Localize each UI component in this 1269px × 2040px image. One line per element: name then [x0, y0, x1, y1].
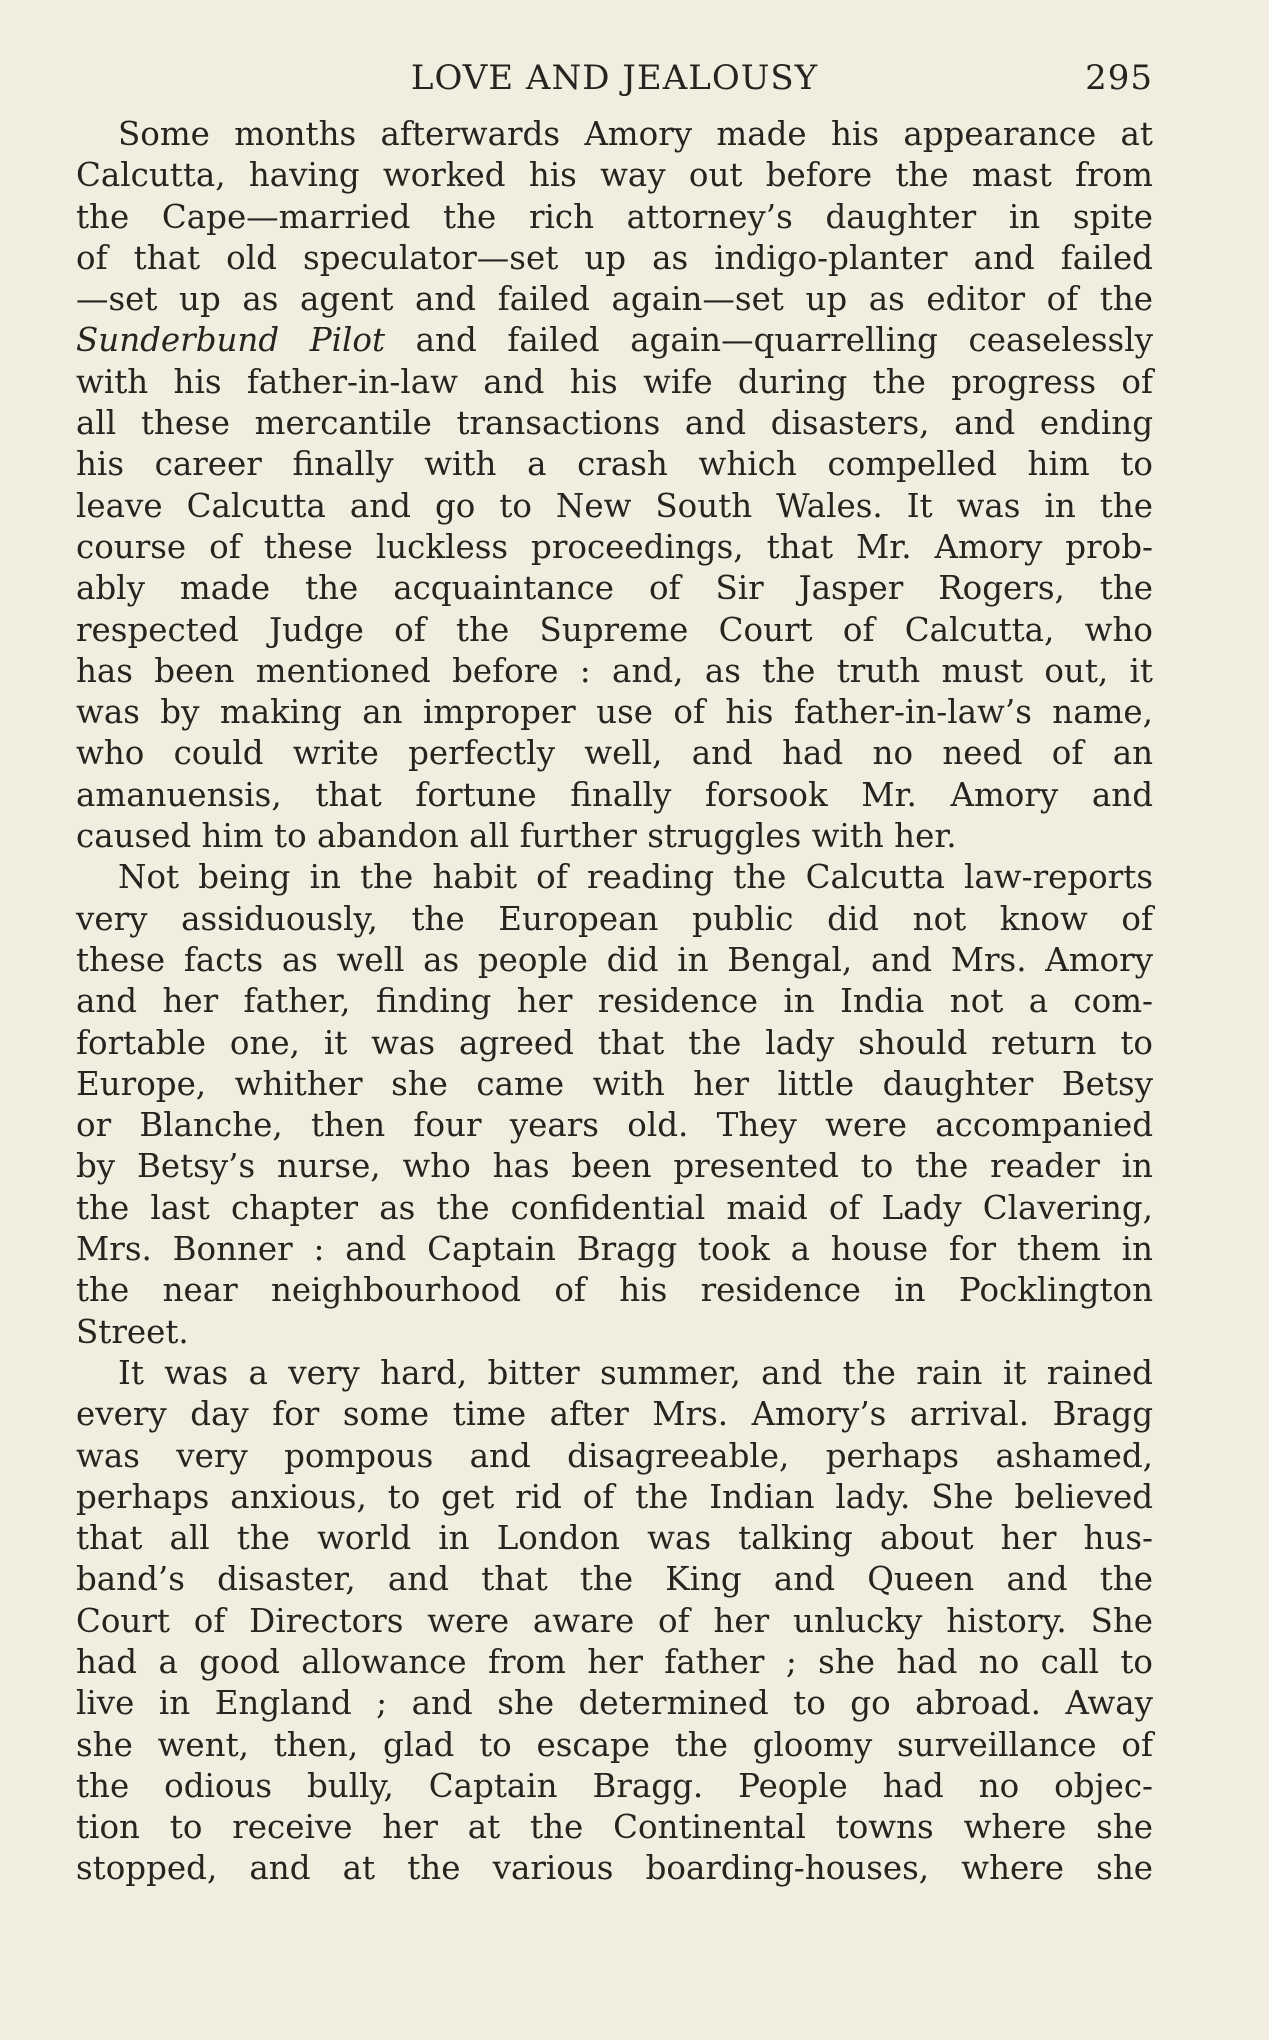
text-line: had a good allowance from her father ; she had no call to	[76, 1642, 1153, 1681]
text-line: Court of Directors were aware of her unlucky history. She	[76, 1601, 1153, 1640]
text-line: was very pompous and disagreeable, perhaps ashamed,	[76, 1436, 1153, 1475]
text-line: leave Calcutta and go to New South Wales. It was in the	[76, 486, 1153, 525]
text-line-with-italic-title	[76, 320, 1153, 361]
text-line: all these mercantile transactions and disasters, and ending	[76, 404, 1153, 443]
text-line: respected Judge of the Supreme Court of Calcutta, who	[76, 610, 1153, 649]
text-line: It was a very hard, bitter summer, and the rain it rained	[118, 1353, 1153, 1392]
text-line: the last chapter as the confidential maid of Lady Clavering,	[76, 1188, 1153, 1227]
text-line: the near neighbourhood of his residence in Pocklington	[76, 1271, 1153, 1310]
text-line: by Betsy’s nurse, who has been presented to the reader in	[76, 1147, 1153, 1186]
text-line: very assiduously, the European public did not know of	[76, 899, 1153, 938]
text-line: tion to receive her at the Continental towns where she	[76, 1808, 1153, 1847]
paragraph-1	[76, 114, 1153, 857]
text-line: who could write perfectly well, and had no need of an	[76, 734, 1153, 773]
text-line: has been mentioned before : and, as the truth must out, it	[76, 651, 1153, 690]
text-line: course of these luckless proceedings, that Mr. Amory prob-	[76, 527, 1153, 566]
text-line: the Cape—married the rich attorney’s daughter in spite	[76, 197, 1153, 236]
text-line: these facts as well as people did in Bengal, and Mrs. Amory	[76, 940, 1153, 979]
italic-title: Sunderbund Pilot	[76, 321, 386, 360]
text-line: band’s disaster, and that the King and Queen and the	[76, 1560, 1153, 1599]
text-line: perhaps anxious, to get rid of the Indian lady. She believed	[76, 1477, 1153, 1516]
text-line: Calcutta, having worked his way out before the mast from	[76, 156, 1153, 195]
text-line: she went, then, glad to escape the gloomy surveillance of	[76, 1725, 1153, 1764]
text-line: fortable one, it was agreed that the lady should return to	[76, 1023, 1153, 1062]
text-line: Mrs. Bonner : and Captain Bragg took a house for them in	[76, 1230, 1153, 1269]
text-line: Not being in the habit of reading the Calcutta law-reports	[118, 858, 1153, 897]
text-line: of that old speculator—set up as indigo-planter and failed	[76, 238, 1153, 277]
paragraph-3	[76, 1353, 1153, 1890]
text-line: caused him to abandon all further struggles with her.	[76, 817, 957, 856]
book-page	[76, 58, 1153, 1890]
running-title: LOVE AND JEALOUSY	[410, 58, 819, 98]
text-line: his career finally with a crash which compelled him to	[76, 445, 1153, 484]
text-line: stopped, and at the various boarding-houses, where she	[76, 1849, 1153, 1888]
text-line: the odious bully, Captain Bragg. People had no objec-	[76, 1766, 1153, 1805]
paragraph-2	[76, 857, 1153, 1353]
text-line: Street.	[76, 1312, 189, 1351]
text-line: that all the world in London was talking about her hus-	[76, 1519, 1153, 1558]
text-line: Some months afterwards Amory made his appearance at	[118, 115, 1153, 153]
text-fragment: and failed again—quarrelling ceaselessly	[415, 321, 1153, 360]
text-line: live in England ; and she determined to go abroad. Away	[76, 1684, 1153, 1723]
text-line: amanuensis, that fortune finally forsook Mr. Amory and	[76, 775, 1153, 814]
text-line: —set up as agent and failed again—set up as editor of the	[76, 280, 1153, 319]
page-number: 295	[1085, 58, 1153, 98]
text-line: ably made the acquaintance of Sir Jasper Rogers, the	[76, 569, 1153, 608]
text-line: or Blanche, then four years old. They were accompanied	[76, 1106, 1153, 1145]
text-line: Europe, whither she came with her little daughter Betsy	[76, 1064, 1153, 1103]
text-line: every day for some time after Mrs. Amory’s arrival. Bragg	[76, 1395, 1153, 1434]
text-line: and her father, finding her residence in India not a com-	[76, 982, 1153, 1021]
text-line: was by making an improper use of his father-in-law’s name,	[76, 693, 1153, 732]
text-line: with his father-in-law and his wife during the progress of	[76, 362, 1153, 401]
running-head	[76, 58, 1153, 114]
